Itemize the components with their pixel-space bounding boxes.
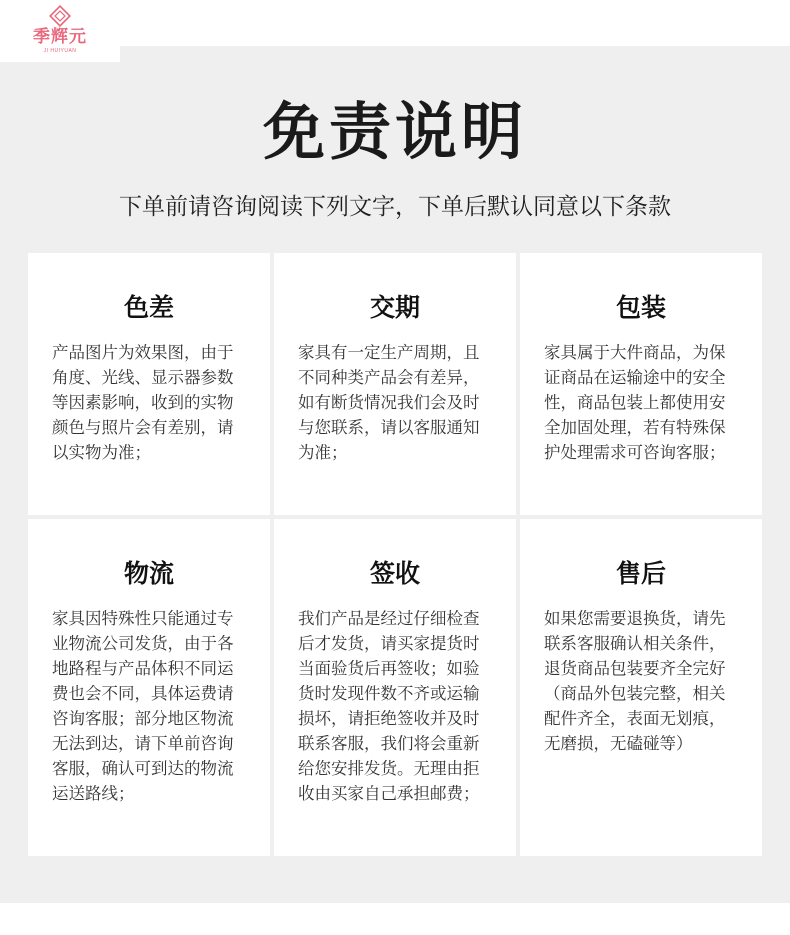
card-title: 交期 xyxy=(369,293,420,322)
brand-subname: JI HUIYUAN xyxy=(43,48,77,54)
card-title: 包装 xyxy=(615,293,666,322)
page-title: 免责说明 xyxy=(262,95,527,168)
card-color-difference xyxy=(28,253,270,515)
bottom-band xyxy=(0,903,790,935)
brand-logo xyxy=(0,0,120,62)
card-delivery-time xyxy=(274,253,516,515)
page-subtitle: 下单前请咨询阅读下列文字，下单后默认同意以下条款 xyxy=(119,194,671,220)
card-body: 我们产品是经过仔细检查后才发货，请买家提货时当面验货后再签收；如验货时发现件数不齐或运输损坏，请拒绝签收并及时联系客服，我们将会重新给您安排发货。无理由拒收由买家自己承担邮费； xyxy=(298,609,480,803)
card-body: 家具有一定生产周期，且不同种类产品会有差异，如有断货情况我们会及时与您联系，请以客服通知为准； xyxy=(298,343,480,462)
card-title: 签收 xyxy=(369,559,420,588)
brand-name: 季辉元 xyxy=(33,27,87,47)
card-body: 家具因特殊性只能通过专业物流公司发货，由于各地路程与产品体积不同运费也会不同，具体运费请咨询客服；部分地区物流无法到达，请下单前咨询客服，确认可到达的物流运送路线； xyxy=(52,609,234,803)
card-packaging xyxy=(520,253,762,515)
card-title: 色差 xyxy=(123,293,174,322)
card-logistics xyxy=(28,519,270,856)
card-receipt xyxy=(274,519,516,856)
diamond-logo-icon xyxy=(49,5,71,27)
card-title: 售后 xyxy=(615,559,666,588)
card-title: 物流 xyxy=(123,559,174,588)
card-body: 产品图片为效果图，由于角度、光线、显示器参数等因素影响，收到的实物颜色与照片会有差别，请以实物为准； xyxy=(52,343,234,462)
card-body: 家具属于大件商品，为保证商品在运输途中的安全性，商品包装上都使用安全加固处理，若有特殊保护处理需求可咨询客服； xyxy=(544,343,726,462)
card-body: 如果您需要退换货，请先联系客服确认相关条件，退货商品包装要齐全完好（商品外包装完整，相关配件齐全，表面无划痕，无磨损，无磕碰等） xyxy=(544,609,726,753)
card-after-sales xyxy=(520,519,762,856)
